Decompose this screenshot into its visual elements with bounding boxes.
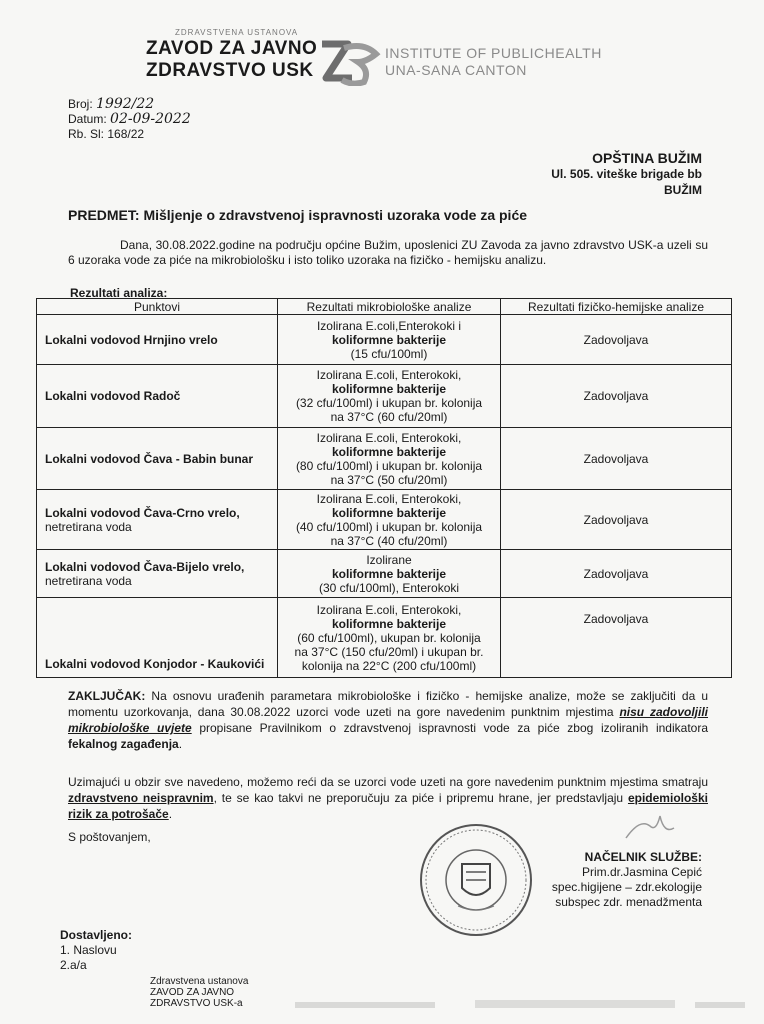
results-label: Rezultati analiza: bbox=[70, 286, 168, 300]
results-table bbox=[36, 298, 732, 678]
signatory-block bbox=[552, 850, 702, 910]
header-en-line1: INSTITUTE OF PUBLICHEALTH bbox=[385, 45, 602, 61]
table-row bbox=[37, 315, 732, 365]
micro-line: Izolirana E.coli, Enterokoki, bbox=[316, 368, 462, 382]
conclusion-label: ZAKLJUČAK: bbox=[68, 689, 146, 703]
rb-value: 168/22 bbox=[107, 127, 145, 141]
assessment-emphasis-2: epidemiološki rizik za potrošače bbox=[68, 791, 708, 821]
point-name: Lokalni vodovod Čava - Babin bunar bbox=[45, 451, 254, 466]
signatory-line3: subspec zdr. menadžmenta bbox=[555, 895, 702, 909]
micro-line: (60 cfu/100ml), ukupan br. kolonija bbox=[297, 630, 481, 645]
table-header-row bbox=[37, 299, 732, 315]
recipient-block bbox=[551, 150, 702, 198]
point-note: netretirana voda bbox=[45, 519, 132, 534]
document-reference bbox=[68, 97, 191, 142]
chem-cell: Zadovoljava bbox=[501, 365, 732, 428]
header-micro: Rezultati mikrobiološke analize bbox=[278, 299, 501, 315]
header-english-name bbox=[385, 45, 602, 79]
micro-line: koliformne bakterije bbox=[331, 616, 447, 631]
header-institution-name bbox=[146, 38, 317, 82]
point-name: Lokalni vodovod Hrnjino vrelo bbox=[45, 332, 218, 347]
conclusion-paragraph bbox=[68, 688, 708, 752]
delivered-item-1: 1. Naslovu bbox=[60, 943, 117, 957]
recipient-name: OPŠTINA BUŽIM bbox=[592, 150, 702, 166]
delivered-label: Dostavljeno: bbox=[60, 928, 133, 942]
micro-line: (40 cfu/100ml) i ukupan br. kolonija bbox=[295, 519, 483, 534]
datum-value: 02-09-2022 bbox=[110, 111, 191, 127]
micro-line: na 37°C (40 cfu/20ml) bbox=[330, 533, 448, 548]
delivered-item-2: 2.a/a bbox=[60, 958, 87, 972]
bleed-through-smudge bbox=[295, 996, 745, 1018]
point-cell bbox=[37, 490, 278, 550]
intro-paragraph: Dana, 30.08.2022.godine na području općine Bužim, uposlenici ZU Zavoda za javno zdravstvo USK-a uzeli su 6 uzoraka vode za piće na mikrobiološku i isto toliko uzoraka na fizičko - hemijsku analizu. bbox=[68, 238, 708, 267]
micro-line: (32 cfu/100ml) i ukupan br. kolonija bbox=[295, 396, 483, 410]
table-row bbox=[37, 428, 732, 490]
chem-cell: Zadovoljava bbox=[501, 598, 732, 678]
micro-cell bbox=[278, 598, 501, 678]
micro-line: koliformne bakterije bbox=[331, 382, 447, 396]
micro-line: (15 cfu/100ml) bbox=[350, 346, 428, 361]
institute-logo-icon bbox=[318, 40, 382, 86]
table-row bbox=[37, 365, 732, 428]
recipient-street: Ul. 505. viteške brigade bb bbox=[551, 167, 702, 181]
table-row bbox=[37, 490, 732, 550]
chem-cell: Zadovoljava bbox=[501, 490, 732, 550]
header-name-line2: ZDRAVSTVO USK bbox=[146, 60, 314, 81]
header-name-line1: ZAVOD ZA JAVNO bbox=[146, 38, 318, 59]
point-name: Lokalni vodovod Čava-Crno vrelo, bbox=[45, 505, 240, 520]
micro-line: na 37°C (50 cfu/20ml) bbox=[330, 472, 448, 487]
micro-line: koliformne bakterije bbox=[331, 444, 447, 459]
header-en-line2: UNA-SANA CANTON bbox=[385, 62, 527, 78]
rb-line bbox=[68, 127, 191, 142]
chem-cell: Zadovoljava bbox=[501, 428, 732, 490]
point-cell bbox=[37, 428, 278, 490]
chem-cell: Zadovoljava bbox=[501, 315, 732, 365]
micro-line: koliformne bakterije bbox=[331, 505, 447, 520]
micro-cell bbox=[278, 490, 501, 550]
point-note: netretirana voda bbox=[45, 573, 132, 588]
header-points: Punktovi bbox=[37, 299, 278, 315]
micro-line: Izolirane bbox=[366, 552, 412, 567]
micro-line: na 37°C (150 cfu/20ml) i ukupan br. bbox=[294, 644, 484, 659]
assessment-text-c: . bbox=[168, 807, 173, 821]
micro-line: (30 cfu/100ml), Enterokoki bbox=[318, 580, 460, 595]
point-name: Lokalni vodovod Čava-Bijelo vrelo, bbox=[45, 559, 245, 574]
closing-regards: S poštovanjem, bbox=[68, 830, 151, 844]
footer-line3: ZDRAVSTVO USK-a bbox=[150, 998, 243, 1009]
footer-institution bbox=[150, 976, 248, 1009]
broj-label: Broj: bbox=[68, 97, 93, 111]
micro-line: na 37°C (60 cfu/20ml) bbox=[330, 410, 448, 424]
datum-line bbox=[68, 112, 191, 127]
official-stamp-icon bbox=[418, 822, 534, 938]
broj-value: 1992/22 bbox=[96, 96, 155, 112]
micro-line: Izolirana E.coli, Enterokoki, bbox=[316, 602, 462, 617]
micro-cell bbox=[278, 365, 501, 428]
micro-line: Izolirana E.coli,Enterokoki i bbox=[316, 318, 462, 333]
table-row bbox=[37, 550, 732, 598]
rb-label: Rb. Sl: bbox=[68, 127, 105, 141]
document-subject: PREDMET: Mišljenje o zdravstvenoj ispravnosti uzoraka vode za piće bbox=[68, 207, 528, 223]
micro-cell bbox=[278, 315, 501, 365]
point-cell bbox=[37, 315, 278, 365]
signatory-name: Prim.dr.Jasmina Cepić bbox=[581, 865, 702, 879]
assessment-text-a: Uzimajući u obzir sve navedeno, možemo reći da se uzorci vode uzeti na gore navedenim punktnim mjestima smatraju bbox=[68, 775, 708, 789]
header-institution-type: ZDRAVSTVENA USTANOVA bbox=[175, 28, 299, 37]
point-cell bbox=[37, 598, 278, 678]
conclusion-emphasis-2: fekalnog zagađenja bbox=[68, 737, 179, 751]
recipient-city: BUŽIM bbox=[664, 183, 702, 197]
micro-cell bbox=[278, 428, 501, 490]
micro-line: koliformne bakterije bbox=[331, 566, 447, 581]
micro-cell bbox=[278, 550, 501, 598]
assessment-paragraph bbox=[68, 774, 708, 822]
chem-cell: Zadovoljava bbox=[501, 550, 732, 598]
point-cell bbox=[37, 365, 278, 428]
signatory-title: NAČELNIK SLUŽBE: bbox=[584, 850, 702, 864]
footer-line1: Zdravstvena ustanova bbox=[150, 976, 249, 987]
micro-line: Izolirana E.coli, Enterokoki, bbox=[316, 430, 462, 445]
datum-label: Datum: bbox=[68, 112, 107, 126]
point-name: Lokalni vodovod Konjodor - Kaukovići bbox=[45, 657, 265, 671]
footer-line2: ZAVOD ZA JAVNO bbox=[150, 987, 235, 998]
assessment-text-b: , te se kao takvi ne preporučuju za piće i pripremu hrane, jer predstavljaju bbox=[213, 791, 628, 805]
micro-line: Izolirana E.coli, Enterokoki, bbox=[316, 491, 462, 506]
conclusion-text-c: . bbox=[178, 737, 183, 751]
signature-icon bbox=[620, 808, 680, 848]
micro-line: kolonija na 22°C (200 cfu/100ml) bbox=[301, 658, 477, 673]
delivered-to-block bbox=[60, 928, 132, 973]
conclusion-text-a: Na osnovu urađenih parametara mikrobiološke i fizičko - hemijske analize, može se zaključiti da u momentu uzorkovanja, dana 30.08.2022 uzorci vode uzeti na gore navedenim punktnim mjestima bbox=[68, 689, 708, 719]
micro-line: (80 cfu/100ml) i ukupan br. kolonija bbox=[295, 458, 483, 473]
header-chem: Rezultati fizičko-hemijske analize bbox=[501, 299, 732, 315]
conclusion-emphasis: nisu zadovoljili mikrobiološke uvjete bbox=[68, 705, 709, 735]
point-name: Lokalni vodovod Radoč bbox=[45, 389, 181, 403]
table-row bbox=[37, 598, 732, 678]
signatory-line2: spec.higijene – zdr.ekologije bbox=[551, 880, 702, 894]
broj-line bbox=[68, 97, 191, 112]
assessment-emphasis: zdravstveno neispravnim bbox=[68, 791, 214, 805]
point-cell bbox=[37, 550, 278, 598]
micro-line: koliformne bakterije bbox=[331, 332, 447, 347]
conclusion-text-b: propisane Pravilnikom o zdravstvenoj ispravnosti vode za piće zbog izoliranih indikatora bbox=[191, 721, 708, 735]
